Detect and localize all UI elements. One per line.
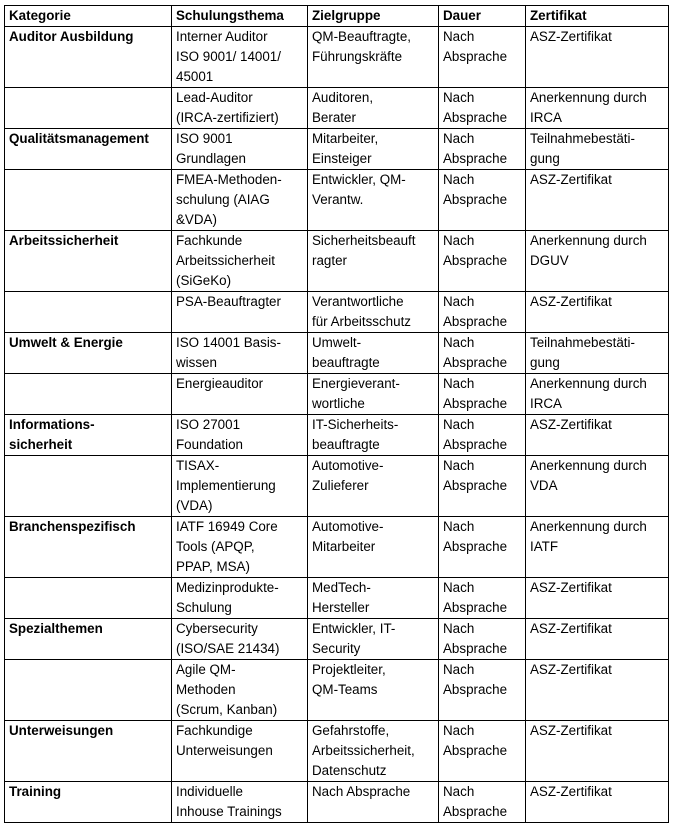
- header-dauer: Dauer: [439, 6, 526, 27]
- cell-zielgruppe: Entwickler, IT- Security: [308, 619, 439, 660]
- cell-dauer: Nach Absprache: [439, 27, 526, 88]
- cell-zielgruppe: Auditoren, Berater: [308, 88, 439, 129]
- cell-thema: ISO 14001 Basis- wissen: [172, 333, 308, 374]
- table-row: [5, 660, 669, 721]
- cell-kategorie: Informations- sicherheit: [5, 415, 172, 456]
- table-row: [5, 27, 669, 88]
- cell-zertifikat: ASZ-Zertifikat: [526, 660, 669, 721]
- table-row: [5, 415, 669, 456]
- cell-thema: Medizinprodukte- Schulung: [172, 578, 308, 619]
- cell-dauer: Nach Absprache: [439, 231, 526, 292]
- cell-dauer: Nach Absprache: [439, 292, 526, 333]
- cell-zielgruppe: MedTech- Hersteller: [308, 578, 439, 619]
- cell-zielgruppe: IT-Sicherheits- beauftragte: [308, 415, 439, 456]
- cell-zielgruppe: Nach Absprache: [308, 782, 439, 823]
- cell-zertifikat: Teilnahmebestäti- gung: [526, 333, 669, 374]
- cell-zertifikat: ASZ-Zertifikat: [526, 619, 669, 660]
- cell-thema: IATF 16949 Core Tools (APQP, PPAP, MSA): [172, 517, 308, 578]
- cell-dauer: Nach Absprache: [439, 129, 526, 170]
- cell-kategorie: Auditor Ausbildung: [5, 27, 172, 88]
- header-zielgruppe: Zielgruppe: [308, 6, 439, 27]
- cell-zertifikat: ASZ-Zertifikat: [526, 292, 669, 333]
- cell-zielgruppe: Gefahrstoffe, Arbeitssicherheit, Datenschutz: [308, 721, 439, 782]
- cell-zertifikat: ASZ-Zertifikat: [526, 170, 669, 231]
- cell-zertifikat: Teilnahmebestäti- gung: [526, 129, 669, 170]
- cell-thema: TISAX- Implementierung (VDA): [172, 456, 308, 517]
- header-schulungsthema: Schulungsthema: [172, 6, 308, 27]
- header-row: [5, 6, 669, 27]
- header-zertifikat: Zertifikat: [526, 6, 669, 27]
- table-row: [5, 374, 669, 415]
- table-body: [5, 27, 669, 823]
- cell-kategorie: [5, 292, 172, 333]
- cell-dauer: Nach Absprache: [439, 88, 526, 129]
- cell-dauer: Nach Absprache: [439, 374, 526, 415]
- table-row: [5, 721, 669, 782]
- cell-kategorie: Spezialthemen: [5, 619, 172, 660]
- cell-kategorie: [5, 374, 172, 415]
- cell-zielgruppe: Sicherheitsbeauft ragter: [308, 231, 439, 292]
- cell-kategorie: Branchenspezifisch: [5, 517, 172, 578]
- cell-kategorie: Arbeitssicherheit: [5, 231, 172, 292]
- cell-dauer: Nach Absprache: [439, 517, 526, 578]
- cell-zielgruppe: Energieverant- wortliche: [308, 374, 439, 415]
- cell-kategorie: Qualitätsmanagement: [5, 129, 172, 170]
- cell-thema: Lead-Auditor (IRCA-zertifiziert): [172, 88, 308, 129]
- cell-dauer: Nach Absprache: [439, 721, 526, 782]
- table-row: [5, 333, 669, 374]
- header-kategorie: Kategorie: [5, 6, 172, 27]
- cell-zielgruppe: Mitarbeiter, Einsteiger: [308, 129, 439, 170]
- cell-zielgruppe: Verantwortliche für Arbeitsschutz: [308, 292, 439, 333]
- cell-zertifikat: Anerkennung durch VDA: [526, 456, 669, 517]
- cell-zertifikat: Anerkennung durch IATF: [526, 517, 669, 578]
- table-row: [5, 170, 669, 231]
- table-row: [5, 88, 669, 129]
- cell-thema: Fachkundige Unterweisungen: [172, 721, 308, 782]
- cell-zielgruppe: Umwelt- beauftragte: [308, 333, 439, 374]
- cell-zielgruppe: Automotive- Mitarbeiter: [308, 517, 439, 578]
- cell-kategorie: [5, 456, 172, 517]
- cell-thema: Agile QM- Methoden (Scrum, Kanban): [172, 660, 308, 721]
- cell-zielgruppe: Projektleiter, QM-Teams: [308, 660, 439, 721]
- cell-zertifikat: ASZ-Zertifikat: [526, 415, 669, 456]
- training-table: [4, 5, 669, 823]
- cell-kategorie: Umwelt & Energie: [5, 333, 172, 374]
- table-row: [5, 619, 669, 660]
- cell-thema: Interner Auditor ISO 9001/ 14001/ 45001: [172, 27, 308, 88]
- cell-dauer: Nach Absprache: [439, 456, 526, 517]
- table-row: [5, 231, 669, 292]
- cell-thema: ISO 9001 Grundlagen: [172, 129, 308, 170]
- cell-thema: Energieauditor: [172, 374, 308, 415]
- cell-dauer: Nach Absprache: [439, 782, 526, 823]
- cell-zielgruppe: QM-Beauftragte, Führungskräfte: [308, 27, 439, 88]
- cell-zertifikat: ASZ-Zertifikat: [526, 782, 669, 823]
- cell-kategorie: [5, 578, 172, 619]
- cell-dauer: Nach Absprache: [439, 660, 526, 721]
- cell-thema: FMEA-Methoden- schulung (AIAG &VDA): [172, 170, 308, 231]
- cell-zertifikat: ASZ-Zertifikat: [526, 721, 669, 782]
- table-row: [5, 129, 669, 170]
- cell-thema: Cybersecurity (ISO/SAE 21434): [172, 619, 308, 660]
- table-row: [5, 292, 669, 333]
- cell-kategorie: [5, 660, 172, 721]
- cell-zielgruppe: Entwickler, QM- Verantw.: [308, 170, 439, 231]
- cell-kategorie: Unterweisungen: [5, 721, 172, 782]
- cell-zertifikat: Anerkennung durch DGUV: [526, 231, 669, 292]
- cell-zertifikat: Anerkennung durch IRCA: [526, 374, 669, 415]
- cell-zertifikat: Anerkennung durch IRCA: [526, 88, 669, 129]
- cell-kategorie: [5, 170, 172, 231]
- cell-dauer: Nach Absprache: [439, 578, 526, 619]
- table-row: [5, 782, 669, 823]
- cell-zertifikat: ASZ-Zertifikat: [526, 27, 669, 88]
- table-row: [5, 578, 669, 619]
- cell-dauer: Nach Absprache: [439, 619, 526, 660]
- cell-zielgruppe: Automotive- Zulieferer: [308, 456, 439, 517]
- cell-thema: Individuelle Inhouse Trainings: [172, 782, 308, 823]
- cell-thema: ISO 27001 Foundation: [172, 415, 308, 456]
- cell-dauer: Nach Absprache: [439, 170, 526, 231]
- cell-kategorie: Training: [5, 782, 172, 823]
- cell-thema: PSA-Beauftragter: [172, 292, 308, 333]
- cell-zertifikat: ASZ-Zertifikat: [526, 578, 669, 619]
- cell-thema: Fachkunde Arbeitssicherheit (SiGeKo): [172, 231, 308, 292]
- table-row: [5, 517, 669, 578]
- cell-kategorie: [5, 88, 172, 129]
- cell-dauer: Nach Absprache: [439, 333, 526, 374]
- table-row: [5, 456, 669, 517]
- cell-dauer: Nach Absprache: [439, 415, 526, 456]
